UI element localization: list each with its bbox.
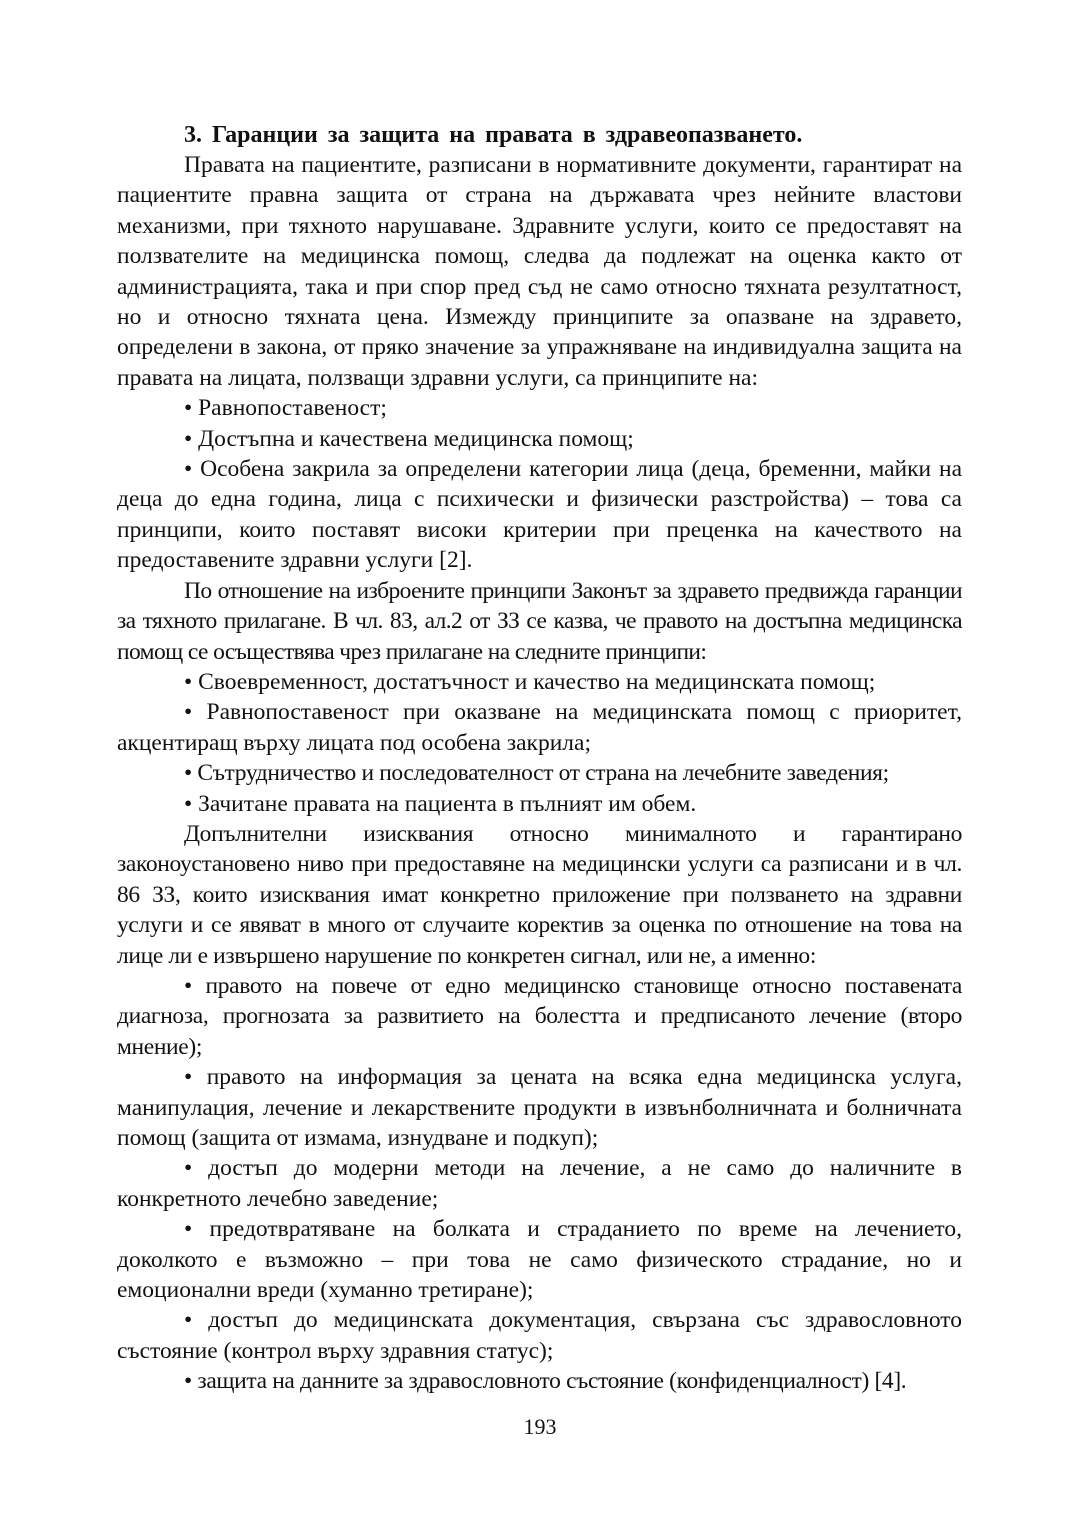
bullet-12: • достъп до медицинската документация, свързана със здравословното състояние (контрол върху здравния статус); [117, 1307, 962, 1364]
bullet-13: • защита на данните за здравословното състояние (конфиденциалност) [4]. [184, 1368, 907, 1395]
section-heading: 3. Гаранции за защита на правата в здравеопазването. [184, 122, 803, 148]
paragraph-3: Допълнителни изисквания относно минималното и гарантирано законоустановено ниво при предоставяне на медицински услуги са разписани и в чл. 86 ЗЗ, които изисквания имат конкретно приложение при ползването на здравни услуги и се явяват в много от случаите коректив за оценка по отношение на това на лице ли е извършено нарушение по конкретен сигнал, или не, а именно: [117, 820, 962, 969]
bullet-3: • Особена закрила за определени категории лица (деца, бременни, майки на деца до една година, лица с психически и физически разстройства) – това са принципи, които поставят високи критерии при преценка на качеството на предоставените здравни услуги [2]. [117, 456, 962, 574]
bullet-6: • Сътрудничество и последователност от страна на лечебните заведения; [184, 760, 889, 787]
bullet-7: • Зачитане правата на пациента в пълният им обем. [184, 790, 697, 817]
bullet-10: • достъп до модерни методи на лечение, а не само до наличните в конкретното лечебно заведение; [117, 1155, 962, 1212]
bullet-1: • Равнопоставеност; [184, 395, 387, 422]
page-number: 193 [523, 1414, 557, 1439]
page-content [117, 120, 962, 1397]
bullet-11: • предотвратяване на болката и страданието по време на лечението, доколкото е възможно – при това не само физическото страдание, но и емоционални вреди (хуманно третиране); [117, 1216, 962, 1304]
paragraph-2: По отношение на изброените принципи Законът за здравето предвижда гаранции за тяхното прилагане. В чл. 83, ал.2 от ЗЗ се казва, че правото на достъпна медицинска помощ се осъществява чрез прилагане на следните принципи: [117, 577, 962, 665]
bullet-9: • правото на информация за цената на всяка една медицинска услуга, манипулация, лечение и лекарствените продукти в извънболничната и болничната помощ (защита от измама, изнудване и подкуп); [117, 1064, 962, 1151]
bullet-2: • Достъпна и качествена медицинска помощ; [184, 425, 634, 452]
bullet-8: • правото на повече от едно медицинско становище относно поставената диагноза, прогнозата за развитието на болестта и предписаното лечение (второ мнение); [117, 972, 962, 1060]
paragraph-1: Правата на пациентите, разписани в нормативните документи, гарантират на пациентите правна защита от страна на държавата чрез нейните властови механизми, при тяхното нарушаване. Здравните услуги, които се предоставят на ползвателите на медицинска помощ, следва да подлежат на оценка както от администрацията, така и при спор пред съд не само относно тяхната резултатност, но и относно тяхната цена. Измежду принципите за опазване на здравето, определени в закона, от пряко значение за упражняване на индивидуална защита на правата на лицата, ползващи здравни услуги, са принципите на: [117, 152, 962, 391]
bullet-5: • Равнопоставеност при оказване на медицинската помощ с приоритет, акцентиращ върху лицата под особена закрила; [117, 699, 962, 756]
bullet-4: • Своевременност, достатъчност и качество на медицинската помощ; [184, 668, 876, 695]
